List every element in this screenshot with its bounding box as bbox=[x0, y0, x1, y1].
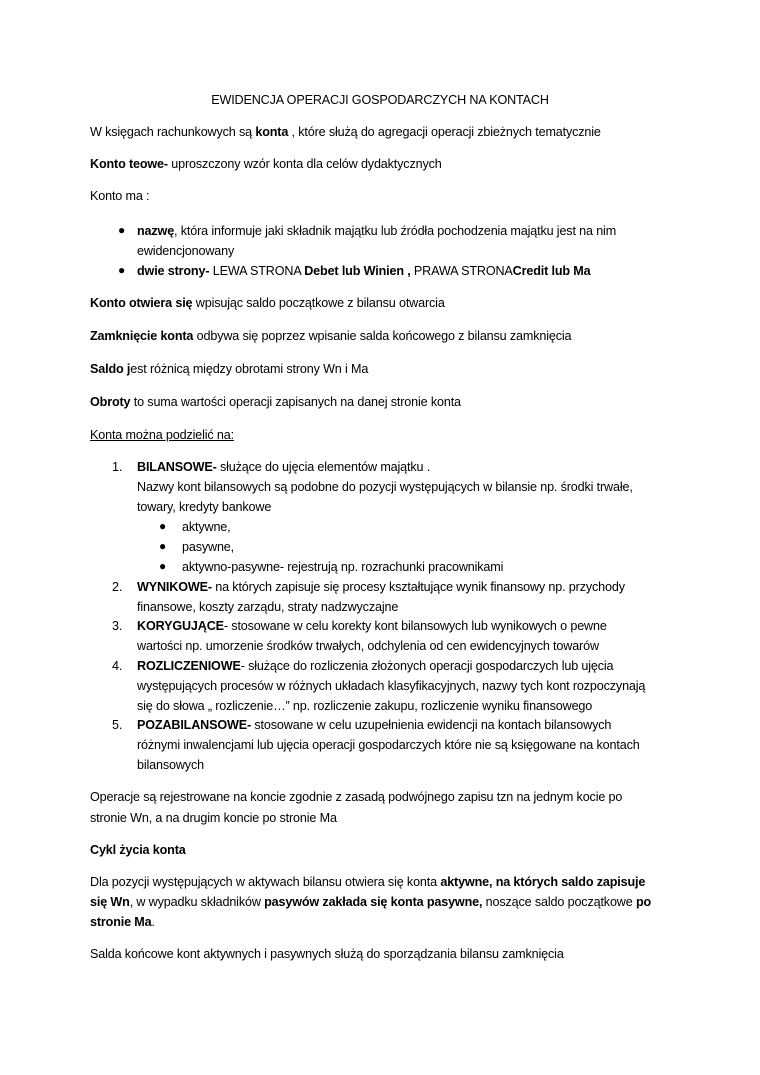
list-item-bilansowe bbox=[137, 459, 430, 475]
list-item-line: występujących procesów w różnych układach klasyfikacyjnych, nazwy tych kont rozpoczynają bbox=[137, 679, 646, 693]
list-item-korygujace bbox=[137, 618, 607, 634]
cykl-bold: stronie Ma bbox=[90, 915, 152, 929]
bullet-nazwa-line1 bbox=[137, 223, 616, 239]
list-item-bold: WYNIKOWE- bbox=[137, 580, 212, 594]
saldo-bold: Saldo j bbox=[90, 362, 131, 376]
bullet-nazwa-bold: nazwę bbox=[137, 224, 175, 238]
cykl-bold: się Wn bbox=[90, 895, 130, 909]
konto-ma-paragraph: Konto ma : bbox=[90, 189, 150, 203]
intro-post: , które służą do agregacji operacji zbieżnych tematycznie bbox=[288, 125, 601, 139]
bullet-strony-bold: dwie strony- bbox=[137, 264, 210, 278]
list-number: 3. bbox=[112, 619, 123, 633]
intro-bold: konta bbox=[255, 125, 289, 139]
cykl-bold: aktywne, na których saldo zapisuje bbox=[440, 875, 646, 889]
list-item-bold: POZABILANSOWE- bbox=[137, 718, 252, 732]
sub-item-aktywno-pasywne: aktywno-pasywne- rejestrują np. rozrachunki pracownikami bbox=[182, 560, 504, 574]
list-item-line: różnymi inwalencjami lub ujęcia operacji gospodarczych które nie są księgowane na kontach bbox=[137, 738, 640, 752]
cykl-text: noszące saldo początkowe bbox=[482, 895, 636, 909]
list-number: 4. bbox=[112, 659, 123, 673]
list-item-rozliczeniowe bbox=[137, 658, 613, 674]
cykl-bold: po bbox=[635, 895, 652, 909]
bullet-nazwa-text: , która informuje jaki składnik majątku lub źródła pochodzenia majątku jest na nim bbox=[174, 224, 617, 238]
bullet-strony-bold2: Debet lub Winien , bbox=[304, 264, 411, 278]
otwiera-text: wpisując saldo początkowe z bilansu otwarcia bbox=[192, 296, 445, 310]
bullet-icon: ● bbox=[159, 539, 167, 553]
konto-teowe-bold: Konto teowe- bbox=[90, 157, 168, 171]
bullet-icon: ● bbox=[118, 263, 126, 277]
cykl-text: , w wypadku składników bbox=[129, 895, 265, 909]
cykl-line1 bbox=[90, 874, 645, 890]
list-item-line: wartości np. umorzenie środków trwałych, odchylenia od cen ewidencyjnych towarów bbox=[137, 639, 599, 653]
salda-koncowe-paragraph: Salda końcowe kont aktywnych i pasywnych służą do sporządzania bilansu zamknięcia bbox=[90, 947, 564, 961]
list-item-text: służące do ujęcia elementów majątku . bbox=[216, 460, 431, 474]
podzial-heading: Konta można podzielić na: bbox=[90, 428, 234, 442]
cykl-bold: pasywów zakłada się konta pasywne, bbox=[264, 895, 483, 909]
zamkniecie-text: odbywa się poprzez wpisanie salda końcowego z bilansu zamknięcia bbox=[193, 329, 572, 343]
list-item-bold: BILANSOWE- bbox=[137, 460, 217, 474]
saldo-paragraph bbox=[90, 361, 368, 377]
obroty-bold: Obroty bbox=[90, 395, 131, 409]
zamkniecie-bold: Zamknięcie konta bbox=[90, 329, 194, 343]
intro-pre: W księgach rachunkowych są bbox=[90, 125, 256, 139]
list-number: 5. bbox=[112, 718, 123, 732]
otwiera-paragraph bbox=[90, 295, 445, 311]
konto-teowe-text: uproszczony wzór konta dla celów dydaktycznych bbox=[167, 157, 442, 171]
bullet-strony-bold3: Credit lub Ma bbox=[512, 264, 591, 278]
sub-item-aktywne: aktywne, bbox=[182, 520, 231, 534]
list-item-wynikowe bbox=[137, 579, 625, 595]
list-number: 2. bbox=[112, 580, 123, 594]
bullet-icon: ● bbox=[159, 559, 167, 573]
podwojny-line1: Operacje są rejestrowane na koncie zgodnie z zasadą podwójnego zapisu tzn na jednym kocie po bbox=[90, 790, 623, 804]
list-item-line: Nazwy kont bilansowych są podobne do pozycji występujących w bilansie np. środki trwałe, bbox=[137, 480, 633, 494]
list-item-pozabilansowe bbox=[137, 717, 611, 733]
cykl-heading: Cykl życia konta bbox=[90, 843, 186, 857]
list-item-line: się do słowa „ rozliczenie…” np. rozliczenie zakupu, rozliczenie wyniku finansowego bbox=[137, 699, 593, 713]
list-item-line: bilansowych bbox=[137, 758, 204, 772]
obroty-paragraph bbox=[90, 394, 461, 410]
bullet-icon: ● bbox=[159, 519, 167, 533]
list-number: 1. bbox=[112, 460, 123, 474]
cykl-text: . bbox=[151, 915, 155, 929]
zamkniecie-paragraph bbox=[90, 328, 571, 344]
cykl-text: Dla pozycji występujących w aktywach bilansu otwiera się konta bbox=[90, 875, 441, 889]
intro-paragraph bbox=[90, 124, 601, 140]
cykl-line2 bbox=[90, 894, 651, 910]
list-item-text: na których zapisuje się procesy kształtujące wynik finansowy np. przychody bbox=[211, 580, 625, 594]
obroty-text: to suma wartości operacji zapisanych na danej stronie konta bbox=[130, 395, 461, 409]
list-item-line: towary, kredyty bankowe bbox=[137, 500, 272, 514]
list-item-text: - służące do rozliczenia złożonych operacji gospodarczych lub ujęcia bbox=[240, 659, 614, 673]
bullet-strony-text2: PRAWA STRONA bbox=[410, 264, 513, 278]
list-item-bold: ROZLICZENIOWE bbox=[137, 659, 241, 673]
bullet-icon: ● bbox=[118, 223, 126, 237]
list-item-bold: KORYGUJĄCE bbox=[137, 619, 224, 633]
podwojny-line2: stronie Wn, a na drugim koncie po stronie Ma bbox=[90, 811, 337, 825]
list-item-text: - stosowane w celu korekty kont bilansowych lub wynikowych o pewne bbox=[223, 619, 607, 633]
list-item-line: finansowe, koszty zarządu, straty nadzwyczajne bbox=[137, 600, 399, 614]
otwiera-bold: Konto otwiera się bbox=[90, 296, 193, 310]
list-item-text: stosowane w celu uzupełnienia ewidencji na kontach bilansowych bbox=[251, 718, 612, 732]
bullet-strony-text: LEWA STRONA bbox=[209, 264, 305, 278]
bullet-strony bbox=[137, 263, 590, 279]
sub-item-pasywne: pasywne, bbox=[182, 540, 235, 554]
saldo-text: est różnicą między obrotami strony Wn i Ma bbox=[130, 362, 369, 376]
konto-teowe-paragraph bbox=[90, 156, 442, 172]
bullet-nazwa-line2: ewidencjonowany bbox=[137, 244, 235, 258]
document-title: EWIDENCJA OPERACJI GOSPODARCZYCH NA KONTACH bbox=[211, 93, 549, 107]
cykl-line3 bbox=[90, 914, 155, 930]
